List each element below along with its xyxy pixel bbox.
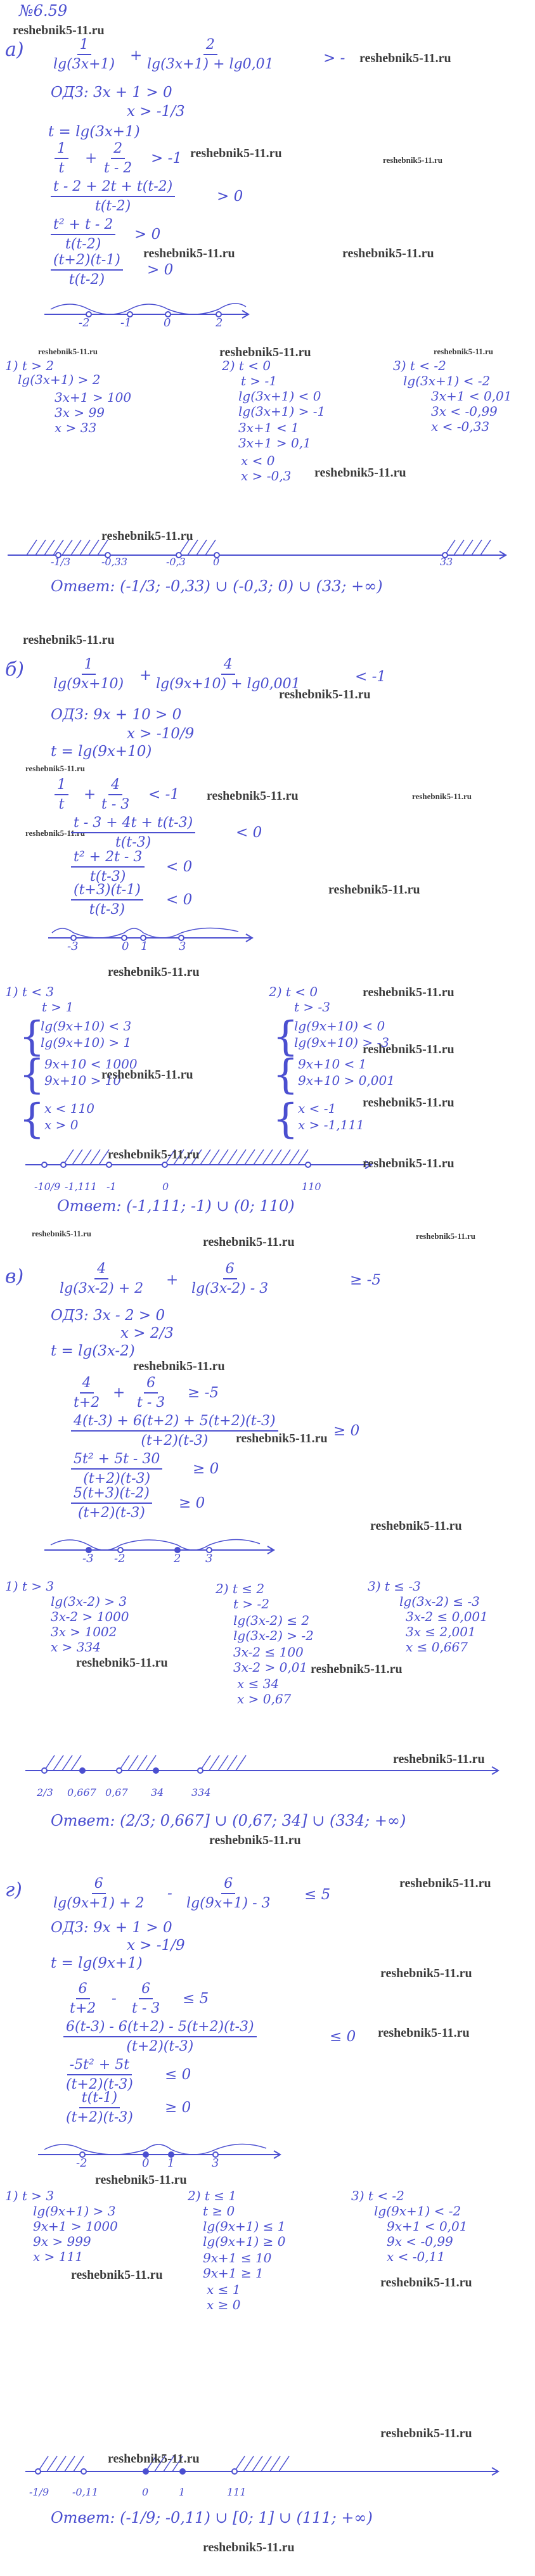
fraction: $\frac{2}{\lg(3x+1) + \lg 0,01}$ (147, 37, 274, 73)
watermark: reshebnik5-11.ru (95, 2173, 187, 2187)
sign-axis (48, 919, 257, 957)
watermark: reshebnik5-11.ru (279, 688, 371, 702)
tick-label: -0,33 (101, 556, 128, 568)
tick-label: 2 (216, 316, 223, 330)
answer: Ответ: (-1,111; -1) ∪ (0; 110) (57, 1197, 295, 1215)
watermark: reshebnik5-11.ru (363, 1096, 454, 1110)
answer: Ответ: (-1/3; -0,33) ∪ (-0,3; 0) ∪ (33; +∞) (51, 577, 383, 595)
tick-label: -3 (67, 940, 79, 953)
watermark: reshebnik5-11.ru (416, 1231, 476, 1241)
tick-label: -2 (114, 1552, 126, 1565)
watermark: reshebnik5-11.ru (363, 985, 454, 999)
tick-label: 3 (205, 1552, 213, 1565)
tick-label: 3 (179, 940, 186, 953)
watermark: reshebnik5-11.ru (101, 529, 193, 543)
tick-label: 0 (142, 2486, 149, 2498)
answer: Ответ: (2/3; 0,667] ∪ (0,67; 34] ∪ (334; +∞) (51, 1812, 406, 1829)
fraction: $\frac{1}{\lg(3x+1)}$ (53, 37, 115, 73)
answer: Ответ: (-1/9; -0,11) ∪ [0; 1] ∪ (111; +∞) (51, 2509, 373, 2527)
watermark: reshebnik5-11.ru (393, 1752, 485, 1766)
solution-axis (8, 536, 515, 572)
watermark: reshebnik5-11.ru (412, 791, 472, 801)
watermark: reshebnik5-11.ru (236, 1432, 328, 1445)
tick-label: 33 (440, 556, 453, 568)
tick-label: 2 (174, 1552, 181, 1565)
watermark: reshebnik5-11.ru (399, 1876, 491, 1890)
watermark: reshebnik5-11.ru (380, 1966, 472, 1980)
watermark: reshebnik5-11.ru (108, 2452, 200, 2466)
tick-label: -10/9 (34, 1181, 61, 1193)
tick-label: 0 (164, 316, 171, 330)
watermark: reshebnik5-11.ru (133, 1359, 225, 1373)
tick-label: 110 (302, 1181, 321, 1193)
tick-label: -1 (120, 316, 132, 330)
tick-label: 1 (167, 2156, 175, 2170)
part-label: в) (5, 1266, 24, 1288)
tick-label: -2 (79, 316, 90, 330)
watermark: reshebnik5-11.ru (380, 2426, 472, 2440)
tick-label: -1/9 (29, 2486, 49, 2498)
watermark: reshebnik5-11.ru (25, 764, 86, 773)
watermark: reshebnik5-11.ru (25, 828, 86, 838)
watermark: reshebnik5-11.ru (363, 1042, 454, 1056)
solution-axis (25, 1146, 380, 1181)
tick-label: 3 (212, 2156, 219, 2170)
tick-label: 0 (162, 1181, 169, 1193)
watermark: reshebnik5-11.ru (359, 51, 451, 65)
tick-label: -3 (82, 1552, 94, 1565)
watermark: reshebnik5-11.ru (434, 347, 494, 356)
watermark: reshebnik5-11.ru (108, 965, 200, 979)
sign-axis (38, 2136, 285, 2174)
watermark: reshebnik5-11.ru (370, 1519, 462, 1533)
watermark: reshebnik5-11.ru (71, 2268, 163, 2282)
watermark: reshebnik5-11.ru (380, 2276, 472, 2290)
inequality-rhs: > - (323, 50, 345, 67)
watermark: reshebnik5-11.ru (190, 146, 282, 160)
tick-label: 2/3 (37, 1786, 53, 1798)
tick-label: 334 (191, 1786, 211, 1798)
watermark: reshebnik5-11.ru (207, 789, 299, 803)
watermark: reshebnik5-11.ru (13, 23, 105, 37)
watermark: reshebnik5-11.ru (363, 1157, 454, 1170)
watermark: reshebnik5-11.ru (311, 1662, 403, 1676)
tick-label: -1 (106, 1181, 117, 1193)
watermark: reshebnik5-11.ru (378, 2026, 470, 2040)
problem-number: №6.59 (19, 2, 68, 20)
tick-label: -1/3 (51, 556, 71, 568)
tick-label: 0 (122, 940, 129, 953)
watermark: reshebnik5-11.ru (32, 1229, 92, 1238)
tick-label: -0,3 (166, 556, 186, 568)
watermark: reshebnik5-11.ru (23, 633, 115, 647)
tick-label: -0,11 (72, 2486, 99, 2498)
sign-axis (44, 1531, 279, 1569)
tick-label: 0 (142, 2156, 150, 2170)
part-label: б) (5, 658, 25, 681)
watermark: reshebnik5-11.ru (203, 1235, 295, 1249)
watermark: reshebnik5-11.ru (328, 883, 420, 897)
part-label: г) (5, 1879, 22, 1901)
watermark: reshebnik5-11.ru (76, 1656, 168, 1670)
watermark: reshebnik5-11.ru (101, 1068, 193, 1082)
tick-label: 0,667 (67, 1786, 96, 1798)
watermark: reshebnik5-11.ru (38, 347, 98, 356)
solution-axis (25, 2452, 507, 2488)
watermark: reshebnik5-11.ru (314, 466, 406, 480)
tick-label: -2 (76, 2156, 87, 2170)
tick-label: 0 (213, 556, 220, 568)
watermark: reshebnik5-11.ru (143, 247, 235, 260)
watermark: reshebnik5-11.ru (108, 1148, 200, 1162)
tick-label: 1 (141, 940, 148, 953)
tick-label: 0,67 (105, 1786, 128, 1798)
watermark: reshebnik5-11.ru (383, 155, 443, 165)
watermark: reshebnik5-11.ru (209, 1833, 301, 1847)
tick-label: 34 (151, 1786, 164, 1798)
watermark: reshebnik5-11.ru (219, 345, 311, 359)
part-label: а) (5, 39, 24, 61)
tick-label: 1 (179, 2486, 186, 2498)
watermark: reshebnik5-11.ru (203, 2541, 295, 2554)
tick-label: 111 (227, 2486, 247, 2498)
tick-label: -1,111 (65, 1181, 98, 1193)
watermark: reshebnik5-11.ru (342, 247, 434, 260)
